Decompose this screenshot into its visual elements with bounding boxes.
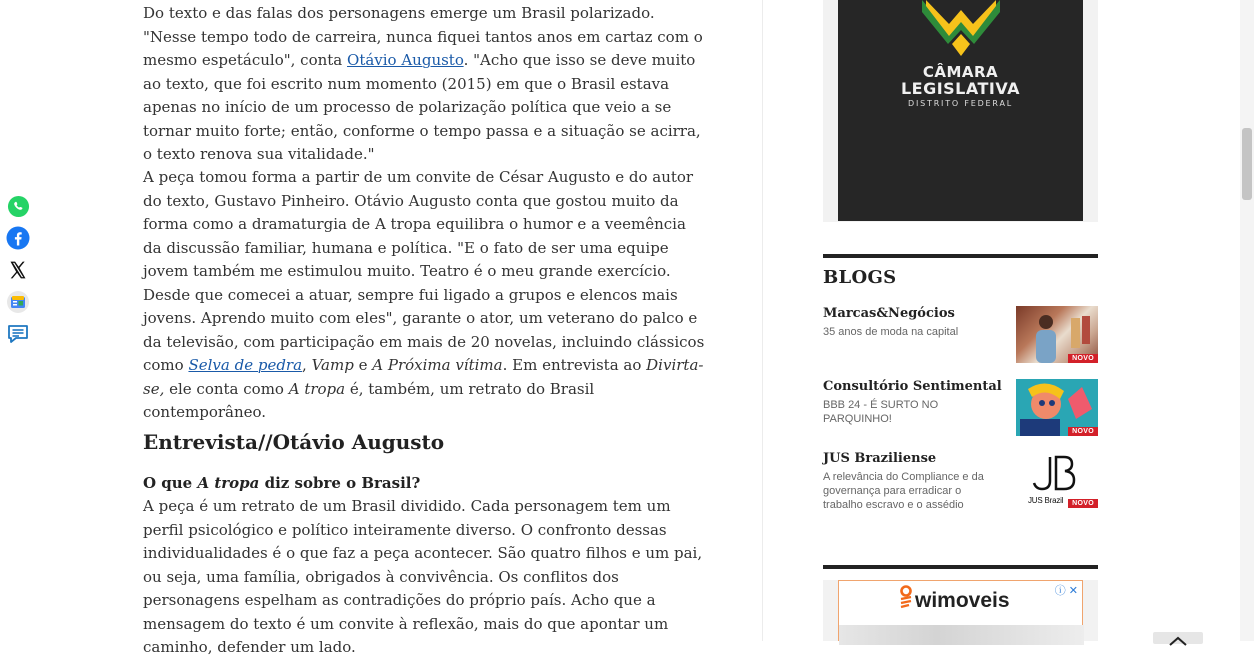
scrollbar-thumb[interactable]	[1242, 128, 1252, 200]
novo-badge: NOVO	[1068, 427, 1098, 436]
x-icon[interactable]	[6, 258, 30, 282]
blogs-title: BLOGS	[823, 267, 897, 288]
paragraph-text: Do texto e das falas dos personagens emerge um Brasil polarizado. "Nesse tempo todo de carreira, nunca fiquei tantos anos em cartaz com o mesmo espetáculo", conta	[143, 4, 703, 69]
blog-subtitle[interactable]: BBB 24 - É SURTO NO PARQUINHO!	[823, 399, 939, 425]
title-italic: A tropa	[288, 379, 346, 398]
paragraph-text: ele conta como	[164, 379, 289, 398]
ad-text-line: LEGISLATIVA	[900, 79, 1021, 98]
wimoveis-pin-icon	[899, 585, 913, 611]
blog-thumbnail[interactable]	[1016, 379, 1098, 436]
ad-text-line: DISTRITO FEDERAL	[908, 99, 1013, 108]
paragraph-text: A peça tomou forma a partir de um convite de César Augusto e do autor do texto, Gustavo Pinheiro. Otávio Augusto conta que gostou muito da forma como a dramaturgia de A tropa equilibra o humor e a veemência da discussão familiar, humana e política. "E o fato de ser uma equipe jovem também me estimulou muito. Teatro é o meu grande exercício. Desde que comecei a atuar, sempre fui ligado a grupos e elencos mais jovens. Aprendo muito com eles", garante o ator, um veterano do palco e da televisão, com participação em mais de 20 novelas, incluindo clássicos como	[143, 168, 705, 374]
chevron-up-icon	[1153, 635, 1203, 647]
section-heading: Entrevista//Otávio Augusto	[143, 430, 445, 454]
blog-item[interactable]	[823, 451, 1098, 511]
scrollbar[interactable]	[1240, 0, 1254, 641]
share-bar	[6, 194, 32, 354]
ad-text	[838, 64, 1083, 111]
article-paragraph	[143, 166, 708, 425]
ad-banner-camara[interactable]	[823, 0, 1098, 222]
paragraph-text: . Em entrevista ao	[502, 356, 647, 374]
interview-question	[143, 472, 420, 495]
ad-creative[interactable]	[838, 0, 1083, 221]
section-rule	[823, 565, 1098, 569]
title-italic: Vamp	[311, 356, 354, 374]
interview-answer: A peça é um retrato de um Brasil dividido. Cada personagem tem um perfil psicológico e político inteiramente diverso. O confronto dessas individualidades é o que faz a peça acontecer. São quatro filhos e um pai, ou seja, uma família, obrigados à convivência. Os conflitos dos personagens espelham as contradições do próprio país. Acho que a mensagem do texto é um convite à reflexão, mais do que apontar um caminho, defender um lado.	[143, 497, 703, 656]
blog-item[interactable]	[823, 306, 1098, 366]
ad-photo	[839, 625, 1084, 645]
title-italic: A Próxima vítima	[372, 356, 503, 374]
paragraph-text: . "Acho que isso se deve muito ao texto, que foi escrito num momento (2015) em que o Brasil estava apenas no início de um processo de polarização política que veio a se tornar muito forte; então, conforme o tempo passa e a situação se acirra, o texto renova sua vitalidade."	[143, 51, 701, 163]
article-paragraph	[143, 2, 708, 167]
question-italic: A tropa	[197, 474, 260, 492]
novo-badge: NOVO	[1068, 354, 1098, 363]
facebook-icon[interactable]	[6, 226, 30, 250]
paragraph-text: e	[353, 356, 373, 374]
selva-de-pedra-link[interactable]: Selva de pedra	[188, 356, 303, 374]
google-news-icon[interactable]	[6, 290, 30, 314]
blog-item[interactable]	[823, 379, 1098, 439]
blog-thumbnail[interactable]	[1016, 306, 1098, 363]
paragraph-text: ,	[302, 356, 312, 374]
ad-creative[interactable]	[838, 580, 1083, 641]
logo-text: JUS Brazil	[1028, 496, 1064, 505]
adchoices-icon[interactable]: ⓘ ✕	[1054, 585, 1078, 597]
camara-logo-icon	[918, 0, 1004, 58]
title-italic: Divirta-se,	[143, 356, 704, 398]
blog-thumbnail[interactable]	[1016, 451, 1098, 508]
paragraph-text: é, também, um retrato do Brasil contemporâneo.	[143, 379, 595, 421]
column-divider	[762, 0, 763, 641]
ad-banner-wimoveis[interactable]	[823, 580, 1098, 641]
question-text: O que	[143, 474, 198, 492]
blog-title[interactable]: Consultório Sentimental	[823, 379, 1002, 394]
question-text: diz sobre o Brasil?	[259, 474, 421, 492]
novo-badge: NOVO	[1068, 499, 1098, 508]
blog-subtitle[interactable]: A relevância do Compliance e da governança para erradicar o trabalho escravo e o assédio	[823, 471, 984, 511]
whatsapp-icon[interactable]	[6, 194, 30, 218]
comments-icon[interactable]	[6, 322, 30, 346]
blog-title[interactable]: JUS Braziliense	[823, 451, 937, 466]
blog-subtitle[interactable]: 35 anos de moda na capital	[823, 326, 959, 338]
ad-brand[interactable]: wimoveis	[915, 589, 1010, 612]
ad-text-line: CÂMARA	[922, 63, 999, 81]
otavio-augusto-link[interactable]: Otávio Augusto	[347, 51, 464, 69]
back-to-top-button[interactable]	[1153, 632, 1203, 644]
blog-title[interactable]: Marcas&Negócios	[823, 306, 955, 321]
blogs-rule	[823, 254, 1098, 258]
